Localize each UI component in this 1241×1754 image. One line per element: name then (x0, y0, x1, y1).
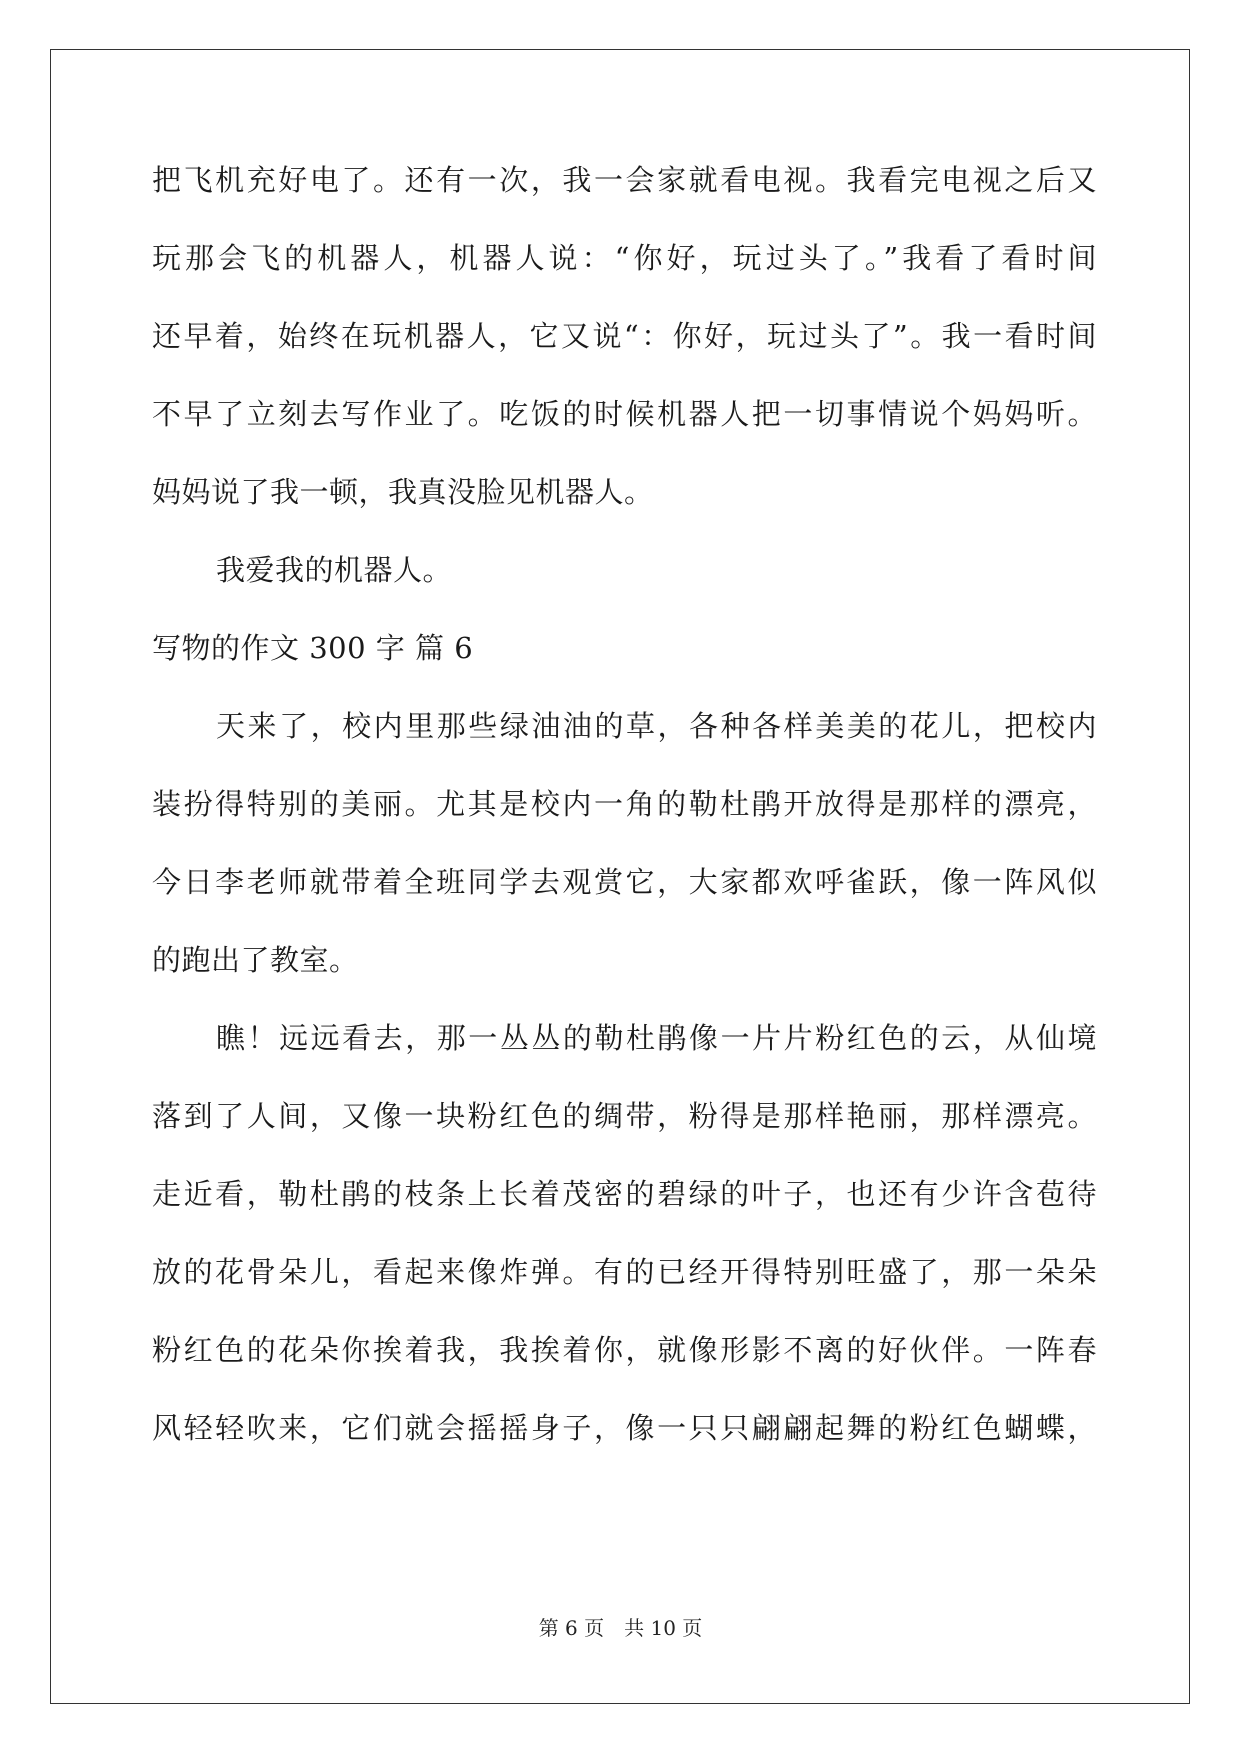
paragraph-line: 妈妈说了我一顿，我真没脸见机器人。 (152, 475, 654, 509)
paragraph-line: 风轻轻吹来，它们就会摇摇身子，像一只只翩翩起舞的粉红色蝴蝶， (152, 1411, 1097, 1445)
paragraph-line: 瞧！远远看去，那一丛丛的勒杜鹃像一片片粉红色的云，从仙境 (216, 1021, 1097, 1055)
section-heading: 写物的作文 300 字 篇 6 (152, 631, 474, 665)
paragraph-line: 装扮得特别的美丽。尤其是校内一角的勒杜鹃开放得是那样的漂亮， (152, 787, 1097, 821)
paragraph-line: 不早了立刻去写作业了。吃饭的时候机器人把一切事情说个妈妈听。 (152, 397, 1097, 431)
paragraph-line: 粉红色的花朵你挨着我，我挨着你，就像形影不离的好伙伴。一阵春 (152, 1333, 1097, 1367)
page-number: 第 6 页 (538, 1616, 605, 1640)
page-total: 共 10 页 (624, 1616, 703, 1640)
paragraph-line: 的跑出了教室。 (152, 943, 359, 977)
paragraph-line: 我爱我的机器人。 (216, 553, 453, 587)
paragraph-line: 走近看，勒杜鹃的枝条上长着茂密的碧绿的叶子，也还有少许含苞待 (152, 1177, 1097, 1211)
paragraph-line: 今日李老师就带着全班同学去观赏它，大家都欢呼雀跃，像一阵风似 (152, 865, 1097, 899)
paragraph-line: 放的花骨朵儿，看起来像炸弹。有的已经开得特别旺盛了，那一朵朵 (152, 1255, 1097, 1289)
paragraph-line: 天来了，校内里那些绿油油的草，各种各样美美的花儿，把校内 (216, 709, 1097, 743)
paragraph-line: 把飞机充好电了。还有一次，我一会家就看电视。我看完电视之后又 (152, 163, 1097, 197)
page-footer (0, 1614, 1241, 1642)
paragraph-line: 还早着，始终在玩机器人，它又说“：你好，玩过头了”。我一看时间 (152, 319, 1097, 353)
paragraph-line: 落到了人间，又像一块粉红色的绸带，粉得是那样艳丽，那样漂亮。 (152, 1099, 1097, 1133)
paragraph-line: 玩那会飞的机器人，机器人说：“你好，玩过头了。”我看了看时间 (152, 241, 1097, 275)
